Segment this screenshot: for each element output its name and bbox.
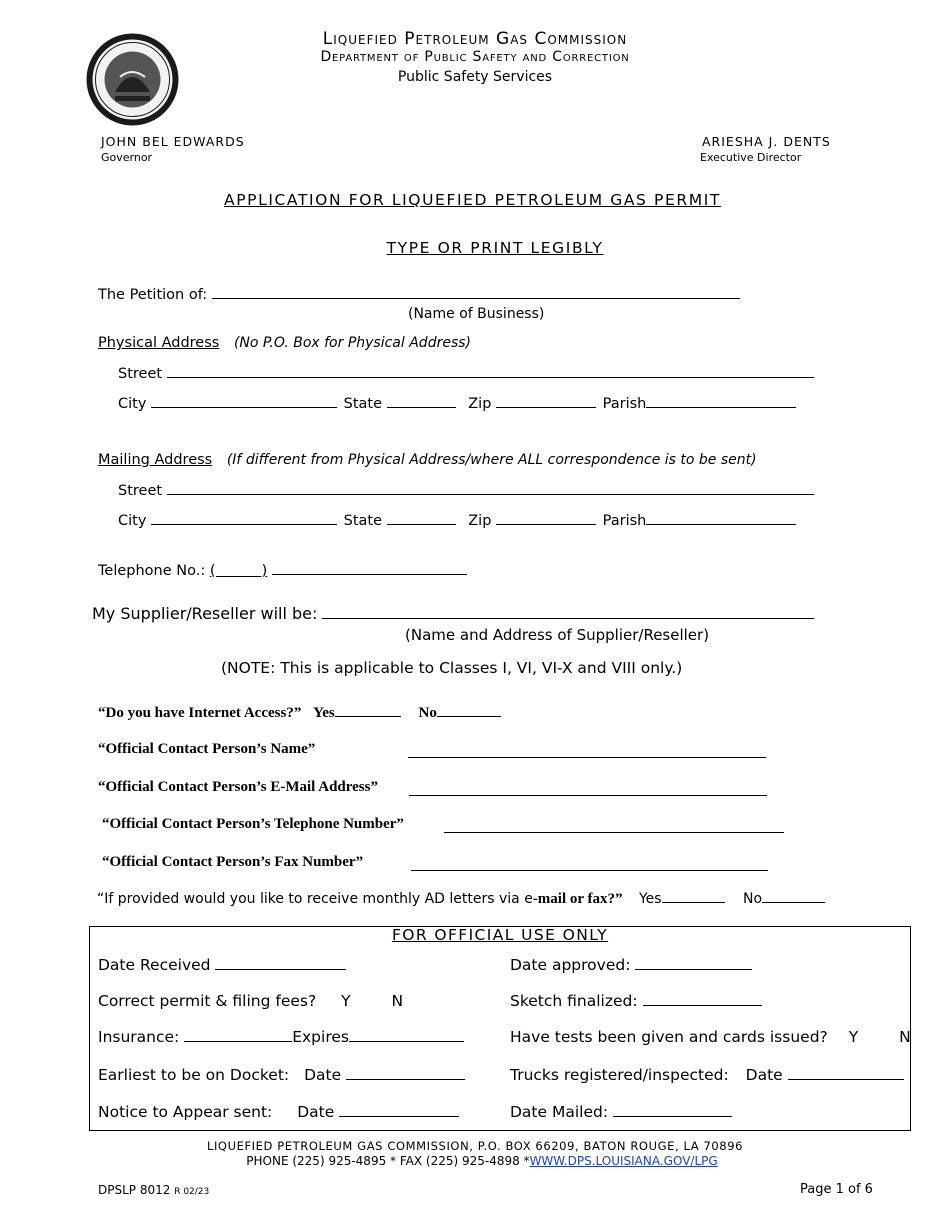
city-label: City xyxy=(118,396,147,412)
date-approved-row xyxy=(510,956,752,974)
telephone-field[interactable] xyxy=(272,562,467,575)
footer-website-link[interactable]: WWW.DPS.LOUISIANA.GOV/LPG xyxy=(529,1154,718,1168)
tests-yes-option[interactable]: Y xyxy=(848,1028,859,1046)
mailing-city-field[interactable] xyxy=(151,512,337,525)
mailing-address-note: (If different from Physical Address/where ALL correspondence is to be sent) xyxy=(226,452,757,468)
governor-title: Governor xyxy=(101,151,153,164)
tests-row xyxy=(510,1028,911,1046)
sketch-row xyxy=(510,992,762,1010)
expires-label: Expires xyxy=(292,1028,349,1046)
physical-zip-field[interactable] xyxy=(496,395,596,408)
supplier-caption: (Name and Address of Supplier/Reseller) xyxy=(405,626,710,644)
zip-label: Zip xyxy=(468,513,492,529)
physical-city-field[interactable] xyxy=(151,395,337,408)
docket-date-field[interactable] xyxy=(346,1067,465,1080)
expires-field[interactable] xyxy=(349,1029,464,1042)
telephone-label: Telephone No.: xyxy=(98,563,206,579)
date-received-row xyxy=(98,956,346,974)
ad-letters-question-suffix: -mail or fax?” xyxy=(532,891,623,907)
physical-street-field[interactable] xyxy=(167,365,814,378)
date-label: Date xyxy=(304,1066,342,1084)
contact-fax-question: “Official Contact Person’s Fax Number” xyxy=(102,854,364,870)
footer-contact xyxy=(0,1154,950,1168)
date-approved-label: Date approved: xyxy=(510,956,631,974)
contact-name-question: “Official Contact Person’s Name” xyxy=(98,741,316,757)
governor-name: JOHN BEL EDWARDS xyxy=(101,134,245,149)
business-caption: (Name of Business) xyxy=(408,306,545,322)
city-label: City xyxy=(118,513,147,529)
fees-no-option[interactable]: N xyxy=(391,992,404,1010)
insurance-field[interactable] xyxy=(184,1029,292,1042)
zip-label: Zip xyxy=(468,396,492,412)
area-code-field[interactable]: ( ) xyxy=(209,563,268,579)
commission-name: Liquefied Petroleum Gas Commission xyxy=(322,29,628,49)
physical-street-row xyxy=(118,365,814,382)
mailing-address-heading xyxy=(98,452,757,468)
ad-letters-no-field[interactable] xyxy=(762,890,825,903)
supplier-field[interactable] xyxy=(322,606,814,619)
notice-row xyxy=(98,1103,459,1121)
classes-note: (NOTE: This is applicable to Classes I, VI, VI-X and VIII only.) xyxy=(221,659,683,677)
date-received-label: Date Received xyxy=(98,956,211,974)
tests-no-option[interactable]: N xyxy=(899,1028,911,1046)
state-label: State xyxy=(343,396,383,412)
contact-fax-field[interactable] xyxy=(411,858,768,871)
physical-address-note: (No P.O. Box for Physical Address) xyxy=(233,335,471,351)
state-label: State xyxy=(343,513,383,529)
mailing-zip-field[interactable] xyxy=(496,512,596,525)
tests-label: Have tests been given and cards issued? xyxy=(510,1028,828,1046)
ad-letters-question-prefix: “If provided would you like to receive monthly AD letters via e xyxy=(97,891,533,907)
telephone-row xyxy=(98,562,467,579)
date-label: Date xyxy=(745,1066,783,1084)
form-subtitle: TYPE OR PRINT LEGIBLY xyxy=(386,239,604,257)
fees-label: Correct permit & filing fees? xyxy=(98,992,317,1010)
notice-date-field[interactable] xyxy=(339,1104,459,1117)
mailing-street-field[interactable] xyxy=(167,482,814,495)
form-title: APPLICATION FOR LIQUEFIED PETROLEUM GAS PERMIT xyxy=(224,191,721,209)
no-label: No xyxy=(418,705,437,721)
fees-yes-option[interactable]: Y xyxy=(341,992,351,1010)
director-title: Executive Director xyxy=(700,151,802,164)
mailing-parish-field[interactable] xyxy=(646,512,796,525)
petition-row xyxy=(98,286,740,303)
trucks-date-field[interactable] xyxy=(788,1067,904,1080)
internet-yes-field[interactable] xyxy=(335,704,401,717)
contact-email-field[interactable] xyxy=(409,783,767,796)
internet-question: “Do you have Internet Access?” xyxy=(98,705,302,721)
date-received-field[interactable] xyxy=(215,957,346,970)
mailing-street-row xyxy=(118,482,814,499)
physical-state-field[interactable] xyxy=(387,395,456,408)
services-name: Public Safety Services xyxy=(397,69,553,85)
sketch-label: Sketch finalized: xyxy=(510,992,638,1010)
internet-row xyxy=(98,704,501,722)
form-revision: R 02/23 xyxy=(174,1187,210,1197)
form-number: DPSLP 8012 xyxy=(98,1183,171,1197)
contact-phone-field[interactable] xyxy=(444,820,784,833)
parish-label: Parish xyxy=(602,513,647,529)
date-mailed-label: Date Mailed: xyxy=(510,1103,609,1121)
contact-name-field[interactable] xyxy=(408,745,766,758)
insurance-row xyxy=(98,1028,464,1046)
footer-phone: PHONE (225) 925-4895 * FAX (225) 925-4898 * xyxy=(246,1154,530,1168)
petition-label: The Petition of: xyxy=(98,287,208,303)
insurance-label: Insurance: xyxy=(98,1028,180,1046)
business-name-field[interactable] xyxy=(212,286,740,299)
yes-label: Yes xyxy=(638,891,662,907)
physical-address-label: Physical Address xyxy=(98,335,220,351)
supplier-label: My Supplier/Reseller will be: xyxy=(92,604,318,623)
footer-address: LIQUEFIED PETROLEUM GAS COMMISSION, P.O. BOX 66209, BATON ROUGE, LA 70896 xyxy=(206,1139,744,1153)
street-label: Street xyxy=(118,366,163,382)
date-approved-field[interactable] xyxy=(635,957,752,970)
date-mailed-row xyxy=(510,1103,732,1121)
docket-row xyxy=(98,1066,465,1084)
physical-parish-field[interactable] xyxy=(646,395,796,408)
internet-no-field[interactable] xyxy=(437,704,501,717)
date-label: Date xyxy=(297,1103,335,1121)
yes-label: Yes xyxy=(313,705,335,721)
street-label: Street xyxy=(118,483,163,499)
trucks-label: Trucks registered/inspected: xyxy=(510,1066,729,1084)
mailing-city-row xyxy=(118,512,796,529)
mailing-address-label: Mailing Address xyxy=(98,452,213,468)
ad-letters-yes-field[interactable] xyxy=(662,890,725,903)
sketch-field[interactable] xyxy=(643,993,762,1006)
page-number: Page 1 of 6 xyxy=(800,1182,873,1197)
docket-label: Earliest to be on Docket: xyxy=(98,1066,290,1084)
official-use-heading: FOR OFFICIAL USE ONLY xyxy=(391,926,609,944)
fees-row xyxy=(98,992,403,1010)
date-mailed-field[interactable] xyxy=(613,1104,732,1117)
no-label: No xyxy=(743,891,763,907)
contact-email-question: “Official Contact Person’s E-Mail Address” xyxy=(98,779,378,795)
physical-address-heading xyxy=(98,335,471,351)
trucks-row xyxy=(510,1066,904,1084)
department-name: Department of Public Safety and Correction xyxy=(320,49,630,65)
director-name: ARIESHA J. DENTS xyxy=(702,134,831,149)
contact-phone-question: “Official Contact Person’s Telephone Number” xyxy=(102,816,404,832)
physical-city-row xyxy=(118,395,796,412)
supplier-row xyxy=(92,604,814,623)
form-number-row xyxy=(98,1183,209,1197)
notice-label: Notice to Appear sent: xyxy=(98,1103,273,1121)
ad-letters-row xyxy=(97,890,825,908)
mailing-state-field[interactable] xyxy=(387,512,456,525)
parish-label: Parish xyxy=(602,396,647,412)
